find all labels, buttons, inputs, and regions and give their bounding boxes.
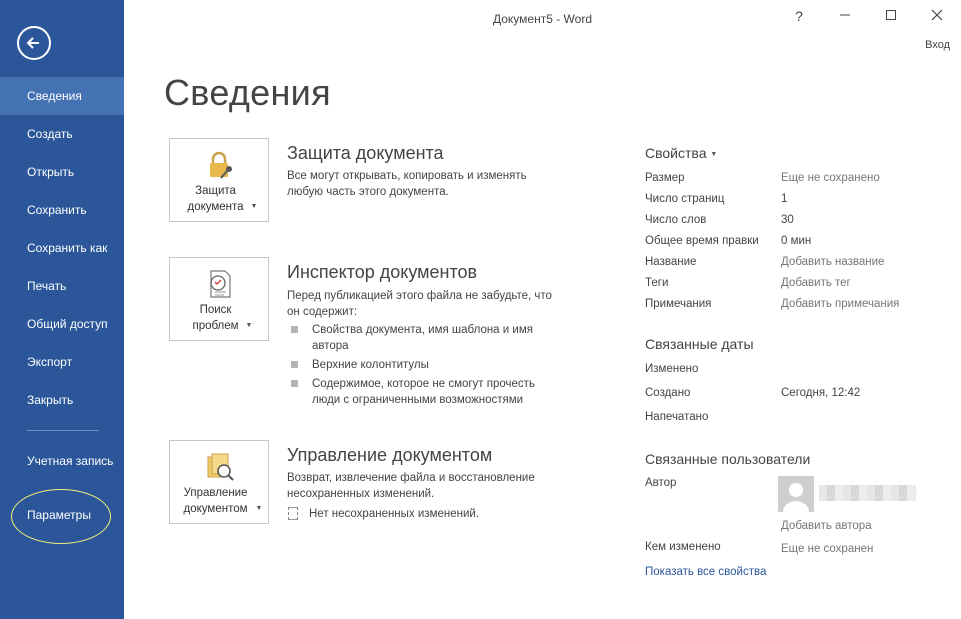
nav-new[interactable]: Создать: [27, 127, 73, 141]
prop-label: Название: [645, 256, 697, 268]
prop-value: 1: [781, 193, 788, 205]
inspect-title: Инспектор документов: [287, 262, 478, 282]
help-button[interactable]: ?: [795, 8, 803, 24]
nav-share[interactable]: Общий доступ: [27, 317, 108, 331]
check-issues-label: Поиск проблем ▼: [192, 304, 253, 332]
back-button[interactable]: [17, 26, 51, 60]
manage-title: Управление документом: [287, 445, 493, 465]
nav-options[interactable]: Параметры: [27, 508, 91, 522]
prop-value: Сегодня, 12:42: [781, 387, 861, 399]
prop-value: Еще не сохранено: [781, 172, 880, 184]
nav-info[interactable]: Сведения: [0, 77, 124, 115]
protect-desc: Все могут открывать, копировать и изменять любую часть этого документа.: [287, 170, 527, 198]
prop-label: Напечатано: [645, 411, 709, 423]
prop-value: 0 мин: [781, 235, 812, 247]
user-avatar-icon: [778, 476, 814, 512]
documents-search-icon: [204, 451, 236, 483]
inspect-desc: Перед публикацией этого файла не забудьте, что он содержит:: [287, 290, 552, 318]
title-bar: [124, 0, 961, 36]
avatar: [778, 476, 814, 512]
check-issues-button[interactable]: [169, 257, 269, 341]
manage-desc: Возврат, извлечение файла и восстановление несохраненных изменений.: [287, 472, 535, 500]
inspect-bullet: Свойства документа, имя шаблона и имя автора: [291, 322, 561, 354]
prop-label: Создано: [645, 387, 691, 399]
backstage-nav: [0, 77, 124, 419]
nav-export[interactable]: Экспорт: [27, 355, 73, 369]
nav-save[interactable]: Сохранить: [27, 203, 87, 217]
window-title: Документ5 - Word: [492, 12, 593, 26]
document-icon: [288, 507, 298, 520]
inspect-bullet: Верхние колонтитулы: [291, 357, 561, 373]
nav-save-as[interactable]: Сохранить как: [27, 241, 108, 255]
protect-title: Защита документа: [287, 143, 444, 163]
lock-key-icon: [204, 149, 236, 181]
add-comments-field[interactable]: Добавить примечания: [781, 298, 900, 310]
minimize-button[interactable]: [834, 6, 856, 26]
maximize-icon: [885, 9, 897, 21]
properties-dropdown[interactable]: Свойства ▼: [645, 145, 718, 161]
show-all-properties-link[interactable]: Показать все свойства: [645, 566, 767, 578]
prop-label: Общее время правки: [645, 235, 759, 247]
add-tag-field[interactable]: Добавить тег: [781, 277, 851, 289]
dropdown-caret-icon: ▼: [245, 321, 253, 329]
prop-label: Число страниц: [645, 193, 725, 205]
prop-label: Автор: [645, 477, 677, 489]
inspect-bullets: [291, 322, 561, 411]
highlight-ellipse: [11, 489, 111, 544]
inspect-bullet: Содержимое, которое не смогут прочесть люди с ограниченными возможностями: [291, 376, 561, 408]
close-icon: [931, 9, 943, 21]
nav-close[interactable]: Закрыть: [27, 393, 74, 407]
prop-value: Еще не сохранен: [781, 543, 874, 555]
nav-print[interactable]: Печать: [27, 279, 67, 293]
related-dates-heading: Связанные даты: [645, 336, 754, 352]
manage-document-button[interactable]: [169, 440, 269, 524]
dropdown-caret-icon: ▼: [255, 504, 263, 512]
backstage-sidebar: [0, 0, 124, 619]
prop-value: 30: [781, 214, 794, 226]
nav-open[interactable]: Открыть: [27, 165, 75, 179]
close-window-button[interactable]: [926, 6, 948, 26]
signin-link[interactable]: Вход: [925, 39, 950, 51]
prop-label: Размер: [645, 172, 685, 184]
prop-label: Кем изменено: [645, 541, 721, 553]
dropdown-caret-icon: ▼: [710, 150, 718, 158]
manage-document-label: Управление документом ▼: [183, 487, 263, 515]
prop-label: Изменено: [645, 363, 699, 375]
related-people-heading: Связанные пользователи: [645, 451, 811, 467]
nav-divider: [27, 430, 99, 431]
add-title-field[interactable]: Добавить название: [781, 256, 885, 268]
protect-document-label: Защита документа ▼: [187, 185, 258, 213]
prop-label: Число слов: [645, 214, 707, 226]
no-unsaved-changes: Нет несохраненных изменений.: [288, 507, 479, 520]
prop-label: Теги: [645, 277, 669, 289]
page-title: Сведения: [164, 72, 331, 113]
maximize-button[interactable]: [880, 6, 902, 26]
back-arrow-icon: [24, 33, 44, 53]
author-name-redacted: [819, 485, 916, 501]
nav-account[interactable]: Учетная запись: [27, 454, 114, 468]
checklist-icon: [204, 268, 236, 300]
add-author-field[interactable]: Добавить автора: [781, 520, 872, 532]
minimize-icon: [839, 9, 851, 21]
protect-document-button[interactable]: [169, 138, 269, 222]
dropdown-caret-icon: ▼: [250, 202, 258, 210]
prop-label: Примечания: [645, 298, 712, 310]
